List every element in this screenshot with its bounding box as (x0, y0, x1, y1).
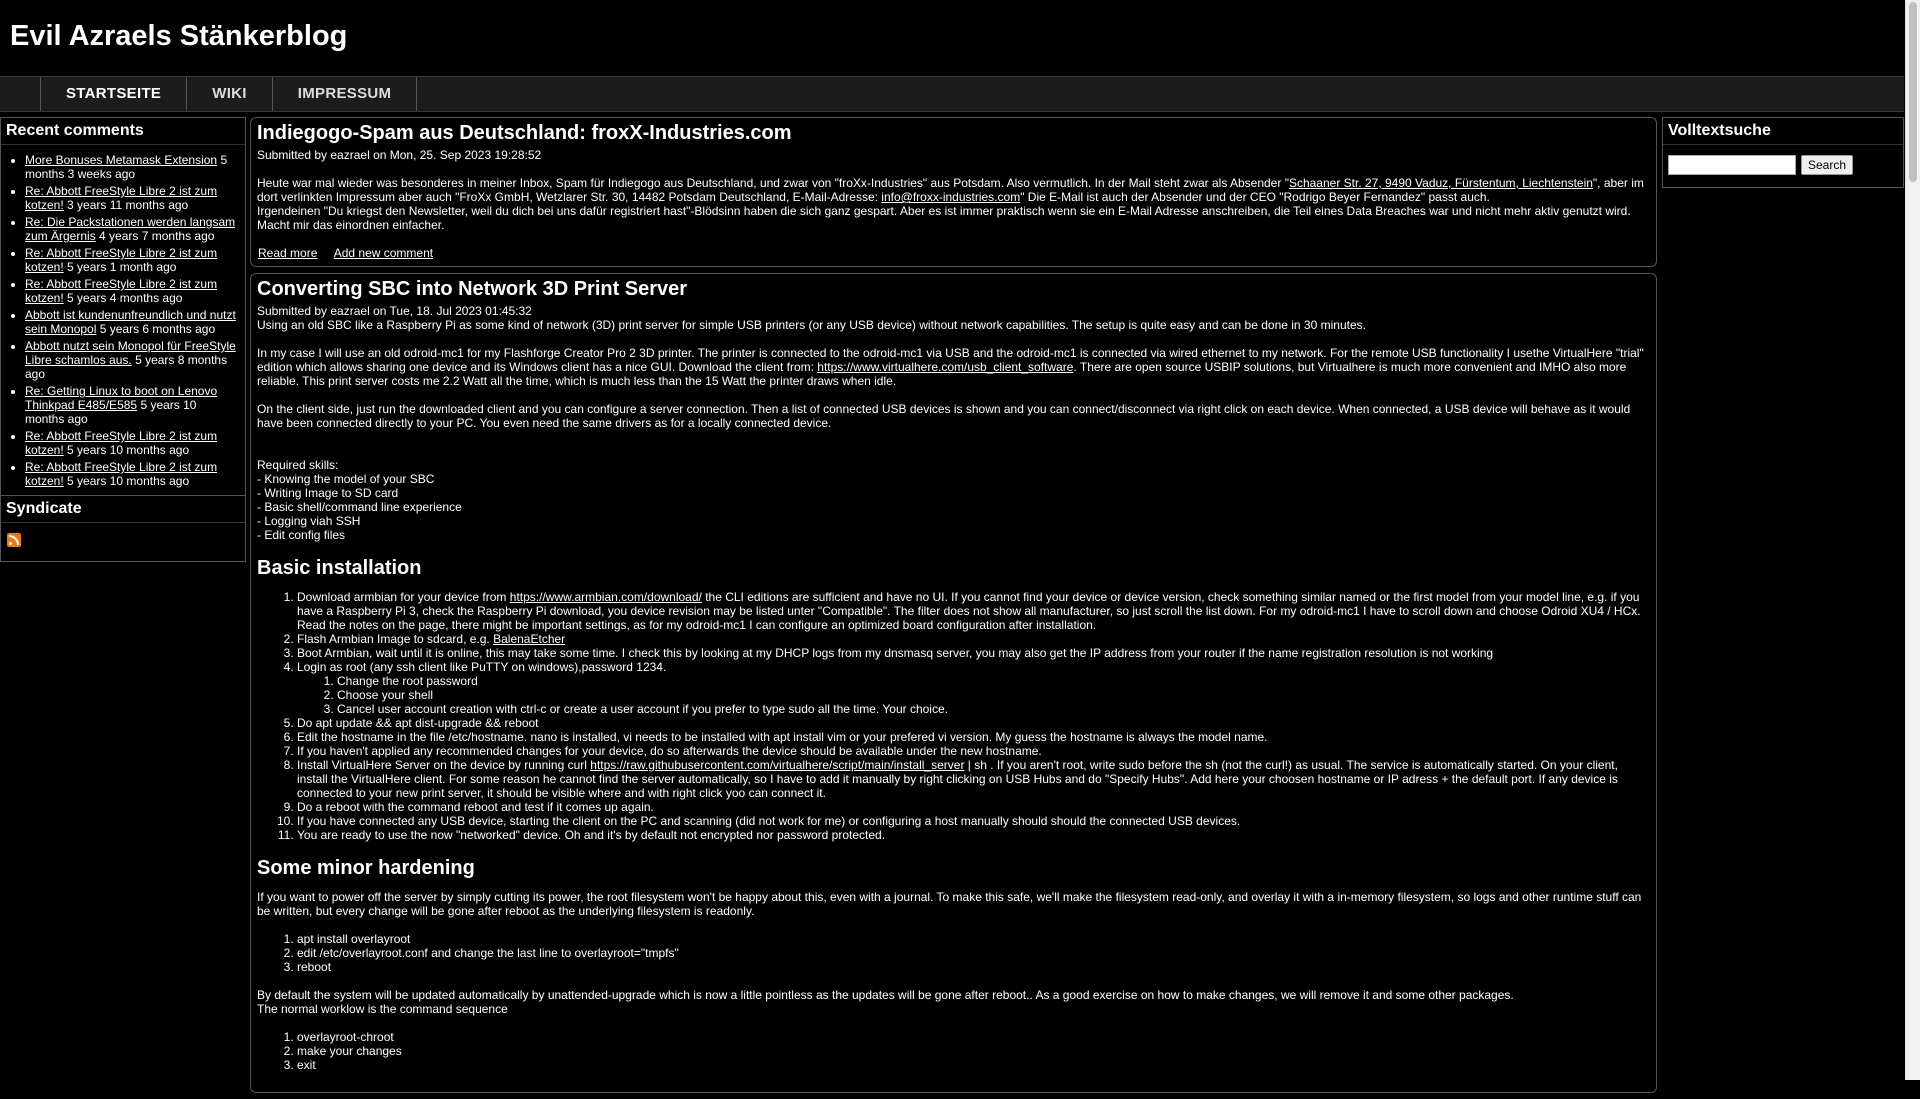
read-more-link[interactable]: Read more (258, 246, 318, 260)
list-item: 3. Boot Armbian, wait until it is online, this may take some time. I check this by looking at my DHCP logs from my dnsmasq server, you may also get the IP address from your router if the name registration resolution is not working (297, 646, 1650, 660)
comment-age: 5 years 4 months ago (67, 291, 183, 305)
list-item: 3. exit (297, 1058, 1650, 1072)
comment-link[interactable]: Re: Die Packstationen werden langsam zum Ärgernis (25, 215, 236, 243)
right-sidebar (1662, 117, 1904, 188)
search-block (1662, 117, 1904, 188)
comment-link[interactable]: Re: Abbott FreeStyle Libre 2 ist zum kotzen! (25, 460, 218, 488)
list-item: 3. Cancel user account creation with ctrl-c or create a user account if you prefer to type sudo all the time. Your choice. (337, 702, 1650, 716)
list-item: 1. overlayroot-chroot (297, 1030, 1650, 1044)
install-script-link[interactable]: https://raw.githubusercontent.com/virtualhere/script/main/install_server (590, 758, 965, 772)
recent-comments-title: Recent comments (1, 118, 245, 145)
list-item (25, 384, 239, 426)
sub-steps (297, 674, 1650, 716)
list-item (25, 184, 239, 212)
list-item (25, 308, 239, 336)
nav-startseite[interactable]: STARTSEITE (41, 77, 187, 111)
section-heading-hardening: Some minor hardening (257, 857, 475, 879)
post-sbc-print-server (250, 273, 1657, 1093)
comment-age: 5 years 10 months ago (25, 398, 197, 426)
comment-age: 4 years 7 months ago (99, 229, 215, 243)
comment-link[interactable]: Re: Getting Linux to boot on Lenovo Thinkpad E485/E585 (25, 384, 218, 412)
syndicate-title: Syndicate (1, 496, 245, 523)
list-item (25, 153, 239, 181)
comment-link[interactable]: Abbott ist kundenunfreundlich und nutzt sein Monopol (25, 308, 236, 336)
list-item: 10. If you have connected any USB device, starting the client on the PC and scanning (did not work for me) or configuring a host manually should should the connected USB devices. (297, 814, 1650, 828)
list-item: 4. Login as root (any ssh client like PuTTY on windows),password 1234. 1. Change the root password 2. Choose your shell 3. Cancel user account creation with ctrl-c or create a user account if you prefer to type sudo all the time. Your choice. (297, 660, 1650, 716)
list-item: 8. Install VirtualHere Server on the device by running curl https://raw.githubusercontent.com/virtualhere/script/main/install_server | sh . If you aren't root, write sudo before the sh (not the curl!) as usual. The service is automatically started. On your client, install the VirtualHere client. For some reason he cannot find the server automatically, so I have to add it manually by right clicking on USB Hubs and do "Specify Hubs". Add here your choosen hostname or IP adress + the default port. If any device is connected to your new print server, it should be visible where and with right click yoo can connect it. (297, 758, 1650, 800)
add-comment-link[interactable]: Add new comment (333, 246, 434, 260)
comment-age: 5 years 6 months ago (99, 322, 216, 336)
post-title-link[interactable]: Indiegogo-Spam aus Deutschland: froxX-Industries.com (257, 122, 792, 144)
comment-age: 5 months 3 weeks ago (25, 153, 228, 181)
list-item (25, 277, 239, 305)
hardening-steps (257, 932, 1650, 974)
comment-link[interactable]: Re: Abbott FreeStyle Libre 2 ist zum kotzen! (25, 277, 218, 305)
post-body: Heute war mal wieder was besonderes in meiner Inbox, Spam für Indiegogo aus Deutschland, und zwar von "froXx-Industries" aus Potsdam. Also vermutlich. In der Mail steht zwar als Absender "Schaaner Str. 27, 9490 Vaduz, Fürstentum, Liechtenstein", aber im dort verlinkten Impressum aber auch "FroXx GmbH, Wetzlarer Str. 30, 14482 Potsdam Deutschland, E-Mail-Adresse: info@froxx-industries.com" Die E-Mail ist auch der Absender und der CEO "Rodrigo Beyer Fernandez" passt auch. Irgendeinen "Du kriegst den Newsletter, weil du dich bei uns dafür registriert hast"-Blödsinn haben die sich ganz gespart. Aber es ist immer praktisch wenn sie ein E-Mail Adresse anschreiben, die Teil eines Data Breaches war und nicht mehr aktiv genutzt wird. Macht mir das einordnen einfacher. (257, 176, 1644, 232)
nav-wiki[interactable]: WIKI (187, 77, 273, 111)
nav-impressum[interactable]: IMPRESSUM (273, 77, 418, 111)
list-item: 3. reboot (297, 960, 1650, 974)
post-submitted: Submitted by eazrael on Tue, 18. Jul 2023 01:45:32 (257, 304, 532, 318)
list-item: 2. Flash Armbian Image to sdcard, e.g. BalenaEtcher (297, 632, 1650, 646)
post-paragraph: In my case I will use an old odroid-mc1 for my Flashforge Creator Pro 2 3D printer. The printer is connected to the odroid-mc1 via USB and the odroid-mc1 is connected via wired ethernet to my network. For the remote USB functionality I usethe VirtualHere "trial" edition which allows sharing one device and its Windows client has a nice GUI. Download the client from: https://www.virtualhere.com/usb_client_software. There are open source USBIP solutions, but Virtualhere is much more convenient and IMHO also more reliable. This print server costs me 2.2 Watt all the time, which is much less than the 15 Watt the printer draws when idle. (257, 346, 1644, 388)
list-item: 1. Download armbian for your device from https://www.armbian.com/download/ the CLI editions are sufficient and have no UI. If you cannot find your device or device version, check something similar named or the first model from your model line, e.g. if you have a Raspberry Pi 3, check the Raspberry Pi download, you device revision may be listed unter "Compatible". The filter does not show all manufacturer, so just scroll the list down. For my odroid-mc1 I have to scroll down and choose Odroid XU4 / HCx. Read the notes on the page, there might be important settings, as for my odroid-mc1 I can configure an optimized board configuration after installation. (297, 590, 1650, 632)
search-input[interactable] (1668, 155, 1796, 175)
post-title-link[interactable]: Converting SBC into Network 3D Print Server (257, 278, 688, 300)
installation-steps (257, 590, 1650, 842)
section-heading-basic: Basic installation (257, 557, 422, 579)
site-title[interactable]: Evil Azraels Stänkerblog (10, 20, 348, 52)
comment-age: 5 years 10 months ago (67, 443, 190, 457)
list-item (25, 339, 239, 381)
syndicate-content (1, 523, 245, 561)
search-button[interactable]: Search (1801, 155, 1853, 175)
list-item: 2. edit /etc/overlayroot.conf and change the last line to overlayroot="tmpfs" (297, 946, 1650, 960)
page-scrollbar[interactable] (1905, 0, 1920, 1080)
comment-age: 5 years 1 month ago (67, 260, 177, 274)
list-item: 1. apt install overlayroot (297, 932, 1650, 946)
search-title: Volltextsuche (1663, 118, 1903, 145)
comment-age: 3 years 11 months ago (67, 198, 189, 212)
list-item: 2. make your changes (297, 1044, 1650, 1058)
comment-link[interactable]: More Bonuses Metamask Extension (25, 153, 218, 167)
list-item: 2. Choose your shell (337, 688, 1650, 702)
comment-age: 5 years 8 months ago (25, 353, 228, 381)
list-item (25, 246, 239, 274)
post-paragraph: If you want to power off the server by simply cutting its power, the root filesystem won't be happy about this, even with a journal. To make this safe, we'll make the filesystem read-only, and overlay it with a in-memory filesystem, so logs and other runtime stuff can be written, but every change will be gone after reboot as the underlying filesystem is readonly. (257, 890, 1642, 918)
list-item: 1. Change the root password (337, 674, 1650, 688)
comment-age: 5 years 10 months ago (67, 474, 190, 488)
list-item (25, 429, 239, 457)
list-item: 9. Do a reboot with the command reboot and test if it comes up again. (297, 800, 1650, 814)
post-submitted: Submitted by eazrael on Mon, 25. Sep 2023 19:28:52 (257, 148, 542, 162)
post-paragraph: On the client side, just run the downloaded client and you can configure a server connection. Then a list of connected USB devices is shown and you can connect/disconnect via right click on each device. When connected, a USB device will behave as it would have been connected directly to your PC. You even need the same drivers as for a locally connected device. (257, 402, 1631, 430)
nav-spacer (0, 77, 41, 111)
post-intro: Using an old SBC like a Raspberry Pi as some kind of network (3D) print server for simple USB printers (or any USB device) without network capabilities. The setup is quite easy and can be done in 30 minutes. (257, 318, 1366, 332)
list-item (25, 460, 239, 488)
virtualhere-link[interactable]: https://www.virtualhere.com/usb_client_software (817, 360, 1074, 374)
post-paragraph: By default the system will be updated automatically by unattended-upgrade which is now a little pointless as the updates will be gone after reboot.. As a good exercise on how to make changes, we will remove it and some other packages. The normal worklow is the command sequence (257, 988, 1514, 1016)
list-item: 6. Edit the hostname in the file /etc/hostname. nano is installed, vi needs to be installed with apt install vim or your prefered vi version. My guess the hostname is always the model name. (297, 730, 1650, 744)
post-links (257, 246, 1650, 260)
left-sidebar (0, 117, 246, 562)
post-indiegogo-spam (250, 117, 1657, 267)
comment-link[interactable]: Re: Abbott FreeStyle Libre 2 ist zum kotzen! (25, 429, 218, 457)
comment-link[interactable]: Re: Abbott FreeStyle Libre 2 ist zum kotzen! (25, 184, 218, 212)
list-item: 5. Do apt update && apt dist-upgrade && reboot (297, 716, 1650, 730)
scrollbar-thumb[interactable] (1909, 2, 1917, 182)
armbian-link[interactable]: https://www.armbian.com/download/ (509, 590, 702, 604)
syndicate-block (0, 496, 246, 562)
address-link[interactable]: Schaaner Str. 27, 9490 Vaduz, Fürstentum, Liechtenstein (1288, 176, 1593, 190)
list-item: 11. You are ready to use the now "networked" device. Oh and it's by default not encrypted nor password protected. (297, 828, 1650, 842)
balenaetcher-link[interactable]: BalenaEtcher (493, 632, 566, 646)
main-navigation (0, 76, 1904, 112)
workflow-steps (257, 1030, 1650, 1072)
main-content (250, 117, 1657, 1099)
rss-icon[interactable] (7, 533, 21, 547)
comment-link[interactable]: Abbott nutzt sein Monopol für FreeStyle Libre schamlos aus. (25, 339, 236, 367)
email-link[interactable]: info@froxx-industries.com (881, 190, 1021, 204)
list-item: 7. If you haven't applied any recommended changes for your device, do so afterwards the device should be available under the new hostname. (297, 744, 1650, 758)
comment-link[interactable]: Re: Abbott FreeStyle Libre 2 ist zum kotzen! (25, 246, 218, 274)
recent-comments-block (0, 117, 246, 496)
search-form (1663, 145, 1903, 187)
skills-list: Required skills: - Knowing the model of your SBC - Writing Image to SD card - Basic shell/command line experience - Logging viah SSH - Edit config files (257, 458, 462, 542)
list-item (25, 215, 239, 243)
recent-comments-list (1, 145, 245, 495)
